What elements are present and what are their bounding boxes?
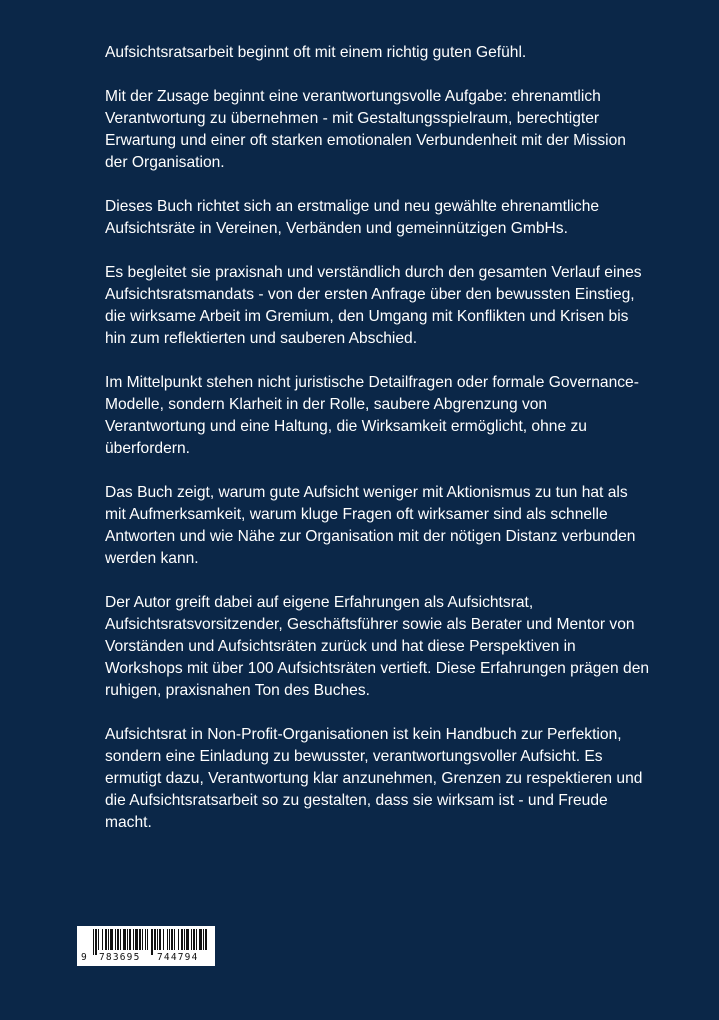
barcode-bar <box>154 929 156 950</box>
barcode-bar <box>108 929 109 950</box>
barcode-bar <box>178 929 179 950</box>
barcode-bar <box>203 929 204 950</box>
blurb-paragraph-2: Mit der Zusage beginnt eine verantwortungsvolle Aufgabe: ehrenamtlich Verantwortung zu übernehmen - mit Gestaltungsspielraum, berechtigter Erwartung und einer oft starken emotionalen Verbundenheit mit der Mission der Organisation. <box>105 88 626 171</box>
barcode-bar <box>117 929 119 950</box>
barcode-bar <box>171 929 173 950</box>
barcode-bar <box>167 929 168 950</box>
barcode-bar <box>110 929 113 950</box>
barcode-bar <box>120 929 121 950</box>
barcode-bar <box>193 929 195 950</box>
barcode-bar <box>123 929 126 950</box>
blurb-paragraph-5: Im Mittelpunkt stehen nicht juristische Detailfragen oder formale Governance-Modelle, sondern Klarheit in der Rolle, saubere Abgrenzung von Verantwortung und eine Haltung, die Wirksamkeit ermöglicht, ohne zu überfordern. <box>105 374 639 457</box>
barcode-bar <box>196 929 197 950</box>
barcode-bar <box>174 929 175 950</box>
barcode-bar <box>169 929 170 950</box>
isbn-digits-right: 744794 <box>157 952 199 963</box>
barcode-bar <box>159 929 161 950</box>
barcode-bar <box>157 929 158 950</box>
barcode-bar <box>181 929 183 950</box>
barcode-bar <box>186 929 189 950</box>
blurb-text <box>105 42 650 856</box>
barcode-bar <box>142 929 143 950</box>
barcode-bar <box>135 929 138 950</box>
barcode-bar <box>105 929 107 950</box>
barcode-bar <box>199 929 202 950</box>
blurb-paragraph-8: Aufsichtsrat in Non-Profit-Organisationen ist kein Handbuch zur Perfektion, sondern eine Einladung zu bewusster, verantwortungsvoller Aufsicht. Es ermutigt dazu, Verantwortung klar anzunehmen, Grenzen zu respektieren und die Aufsichtsratsarbeit so zu gestalten, dass sie wirksam ist - und Freude macht. <box>105 726 643 831</box>
barcode-bar <box>102 929 103 950</box>
barcode-bar <box>184 929 185 950</box>
barcode-bar <box>127 929 128 950</box>
barcode-bar <box>163 929 164 950</box>
blurb-paragraph-4: Es begleitet sie praxisnah und verständlich durch den gesamten Verlauf eines Aufsichtsratsmandats - von der ersten Anfrage über den bewussten Einstieg, die wirksame Arbeit im Gremium, den Umgang mit Konflikten und Krisen bis hin zum reflektierten und sauberen Abschied. <box>105 264 642 347</box>
barcode-bar <box>98 929 99 950</box>
isbn-barcode <box>77 926 215 966</box>
barcode-bar <box>205 929 207 950</box>
blurb-paragraph-3: Dieses Buch richtet sich an erstmalige und neu gewählte ehrenamtliche Aufsichtsräte in Vereinen, Verbänden und gemeinnützigen GmbHs. <box>105 198 600 237</box>
isbn-digits-left: 783695 <box>99 952 141 963</box>
blurb-paragraph-6: Das Buch zeigt, warum gute Aufsicht weniger mit Aktionismus zu tun hat als mit Aufmerksamkeit, warum kluge Fragen oft wirksamer sind als schnelle Antworten und wie Nähe zur Organisation mit der nötigen Distanz verbunden werden kann. <box>105 484 636 567</box>
barcode-bar <box>147 929 148 950</box>
barcode-bar <box>129 929 131 950</box>
isbn-digits <box>77 950 215 966</box>
isbn-digit-first: 9 <box>81 952 87 963</box>
barcode-bar <box>191 929 192 950</box>
barcode-bar <box>145 929 146 950</box>
blurb-paragraph-7: Der Autor greift dabei auf eigene Erfahrungen als Aufsichtsrat, Aufsichtsratsvorsitzender, Geschäftsführer sowie als Berater und Mentor von Vorständen und Aufsichtsräten zurück und hat diese Perspektiven in Workshops mit über 100 Aufsichtsräten vertieft. Diese Erfahrungen prägen den ruhigen, praxisnahen Ton des Buches. <box>105 594 650 699</box>
blurb-paragraph-1: Aufsichtsratsarbeit beginnt oft mit einem richtig guten Gefühl. <box>105 44 527 61</box>
barcode-bar <box>139 929 141 950</box>
barcode-bar <box>133 929 134 950</box>
barcode-bar <box>115 929 116 950</box>
